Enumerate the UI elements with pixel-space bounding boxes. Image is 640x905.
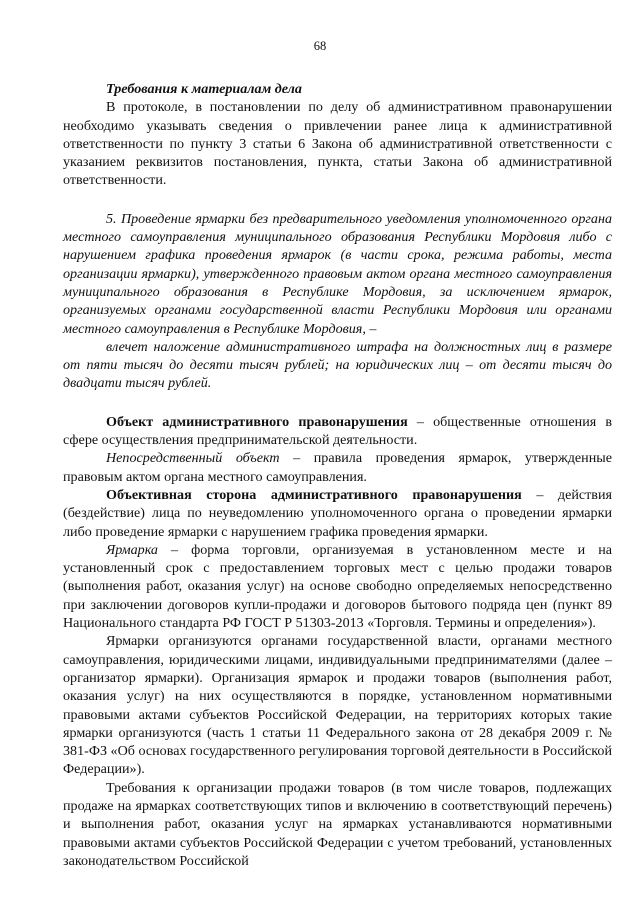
objective-side-paragraph <box>63 486 612 541</box>
object-term: Объект административного правонарушения <box>106 413 408 430</box>
direct-object-paragraph <box>63 449 612 486</box>
objective-side-term: Объективная сторона административного правонарушения <box>106 486 522 503</box>
fair-definition-paragraph <box>63 541 612 632</box>
organizers-paragraph: Ярмарки организуются органами государственной власти, органами местного самоуправления, юридическими лицами, индивидуальными предпринимателями (далее – организатор ярмарки). Организация ярмарок и продажи товаров (выполнения работ, оказания услуг) на них осуществляются в порядке, установленном нормативными правовыми актами субъектов Российской Федерации, на территориях которых такие ярмарки организуются (часть 1 статьи 11 Федерального закона от 28 декабря 2009 г. № 381-ФЗ «Об основах государственного регулирования торговой деятельности в Российской Федерации»). <box>63 633 612 778</box>
fair-text: – форма торговли, организуемая в установленном месте и на установленный срок с предоставлением торговых мест с целью продажи товаров (выполнения работ, оказания услуг) на основе свободно определяемых непосредственно при заключении договоров купли-продажи и договоров бытового подряда цен (пункт 89 Национального стандарта РФ ГОСТ Р 51303-2013 «Торговля. Термины и определения»). <box>63 541 612 632</box>
fair-term: Ярмарка <box>106 541 158 558</box>
page-body <box>63 80 612 870</box>
direct-object-text: – правила проведения ярмарок, утвержденные правовым актом органа местного самоуправления. <box>63 450 612 485</box>
article-paragraph-2: влечет наложение административного штрафа на должностных лиц в размере от пяти тысяч до десяти тысяч рублей; на юридических лиц – от десяти тысяч до двадцати тысяч рублей. <box>63 338 612 392</box>
requirements-paragraph: В протоколе, в постановлении по делу об административном правонарушении необходимо указывать сведения о привлечении ранее лица к административной ответственности по пункту 3 статьи 6 Закона об административной ответственности с указанием реквизитов постановления, пункта, статьи Закона об административной ответственности. <box>63 99 612 189</box>
object-paragraph <box>63 413 612 450</box>
requirements-title: Требования к материалам дела <box>106 81 302 97</box>
article-paragraph-1: 5. Проведение ярмарки без предварительного уведомления уполномоченного органа местного самоуправления муниципального образования Республики Мордовия либо с нарушением графика проведения ярмарок (в части срока, режима работы, места организации ярмарки), утвержденного правовым актом органа местного самоуправления муниципального образования в Республике Мордовия, за исключением ярмарок, организуемых органами государственной власти Республики Мордовия или органами местного самоуправления в Республике Мордовия, – <box>63 210 612 337</box>
page-number: 68 <box>313 39 327 53</box>
direct-object-term: Непосредственный объект <box>106 450 280 467</box>
section-gap <box>63 393 612 413</box>
objective-side-text: – действия (бездействие) лица по неуведомлению уполномоченного органа о проведении ярмарки либо проведение ярмарки с нарушением графика проведения ярмарки. <box>63 486 612 540</box>
requirements-sale-paragraph: Требования к организации продажи товаров (в том числе товаров, подлежащих продаже на ярмарках соответствующих типов и включению в соответствующий перечень) и выполнения работ, оказания услуг на ярмарках устанавливаются нормативными правовыми актами субъектов Российской Федерации с учетом требований, установленных законодательством Российской <box>63 779 612 869</box>
section-gap <box>63 190 612 210</box>
object-text: – общественные отношения в сфере осуществления предпринимательской деятельности. <box>63 413 612 449</box>
